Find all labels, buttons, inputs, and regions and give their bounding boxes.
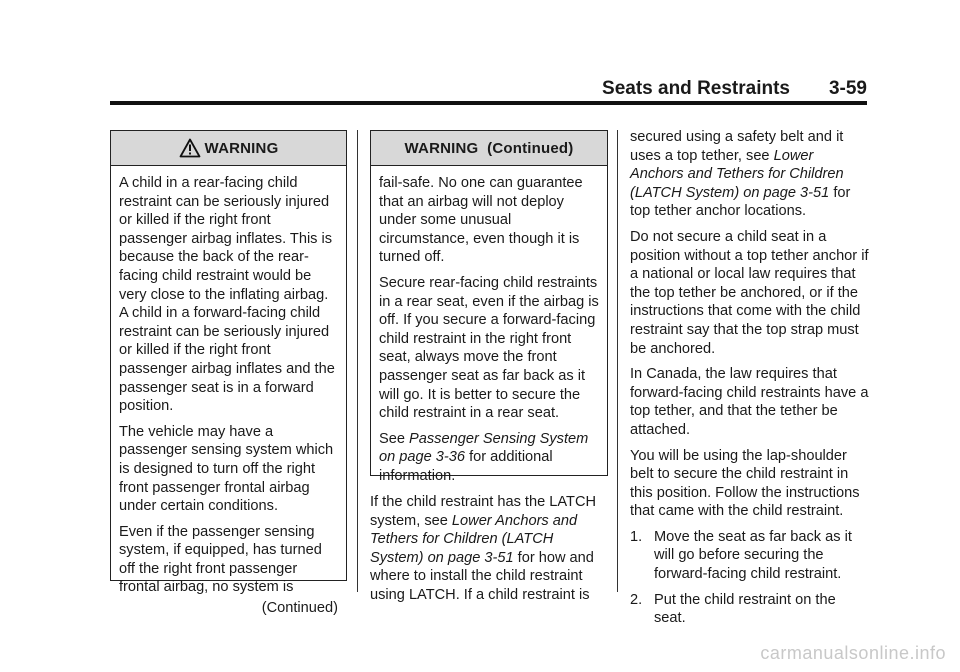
cross-reference-link[interactable]: Lower Anchors and Tethers for Children (LATCH System) on page 3-51: [630, 147, 844, 201]
warning-paragraph: A child in a rear-facing child restraint can be seriously injured or killed if the right front passenger airbag inflates. This is because the back of the rear-facing child restraint would be very close to the inflating airbag. A child in a forward-facing child restraint can be seriously injured or killed if the right front passenger airbag inflates and the passenger seat is in a forward position.: [119, 175, 335, 415]
cross-reference-link[interactable]: Passenger Sensing System on page 3-36: [379, 430, 589, 466]
section-title: Seats and Restraints: [602, 78, 790, 99]
header-rule: [110, 101, 867, 105]
continued-label: (Continued): [261, 600, 338, 617]
warning-paragraph: Even if the passenger sensing system, if equipped, has turned off the right front passenger frontal airbag, no system is: [119, 523, 322, 596]
warning-header: [111, 131, 346, 166]
watermark: carmanualsonline.info: [760, 643, 946, 663]
list-item: [630, 591, 870, 628]
list-item: [630, 528, 870, 584]
warning-triangle-icon: [179, 138, 201, 158]
warning-paragraph: Secure rear-facing child restraints in a rear seat, even if the airbag is off. If you secure a forward-facing child restraint in the right front seat, always move the front passenger seat as far back as it will go. It is better to secure the child restraint in a rear seat.: [379, 274, 599, 422]
warning-title: WARNING: [204, 139, 279, 157]
page-number: 3-59: [828, 78, 867, 99]
body-paragraph: You will be using the lap-shoulder belt to secure the child restraint in this position. Follow the instructions that came with the child restraint.: [630, 447, 860, 520]
warning-paragraph: The vehicle may have a passenger sensing system which is designed to turn off the right front passenger frontal airbag under certain conditions.: [119, 423, 334, 515]
body-paragraph: secured using a safety belt and it uses a top tether, see Lower Anchors and Tethers for Children (LATCH System) on page 3-51 for top tether anchor locations.: [630, 129, 851, 220]
column-divider: [617, 130, 618, 592]
column-2-text: [370, 493, 608, 612]
step-text: Move the seat as far back as it will go before securing the forward-facing child restraint.: [654, 528, 852, 583]
step-text: Put the child restraint on the seat.: [654, 591, 836, 627]
steps-list: [630, 528, 870, 628]
warning-paragraph: fail-safe. No one can guarantee that an airbag will not deploy under some unusual circumstance, even though it is turned off.: [379, 175, 583, 266]
warning-continued-title: WARNING (Continued): [404, 139, 574, 157]
cross-reference-link[interactable]: Lower Anchors and Tethers for Children (LATCH System) on page 3-51: [370, 512, 578, 566]
body-paragraph: Do not secure a child seat in a position without a top tether anchor if a national or local law requires that the top tether be anchored, or if the instructions that come with the child restraint say that the top strap must be anchored.: [630, 228, 869, 357]
column-divider: [357, 130, 358, 592]
warning-body: [111, 166, 346, 629]
step-number: 2.: [630, 591, 643, 608]
warning-box: [110, 130, 347, 617]
warning-continued-body: [371, 166, 607, 497]
column-3-text: [630, 128, 870, 635]
page-header: [110, 78, 867, 102]
warning-continued-box: [370, 130, 608, 484]
body-paragraph: If the child restraint has the LATCH system, see Lower Anchors and Tethers for Children (LATCH System) on page 3-51 for how and where to install the child restraint using LATCH. If a child restraint is: [370, 494, 597, 603]
body-paragraph: In Canada, the law requires that forward-facing child restraints have a top tether, and that the tether be attached.: [630, 366, 869, 438]
step-number: 1.: [630, 528, 643, 545]
warning-continued-header: [371, 131, 607, 166]
warning-paragraph: See Passenger Sensing System on page 3-36 for additional information.: [379, 430, 589, 484]
